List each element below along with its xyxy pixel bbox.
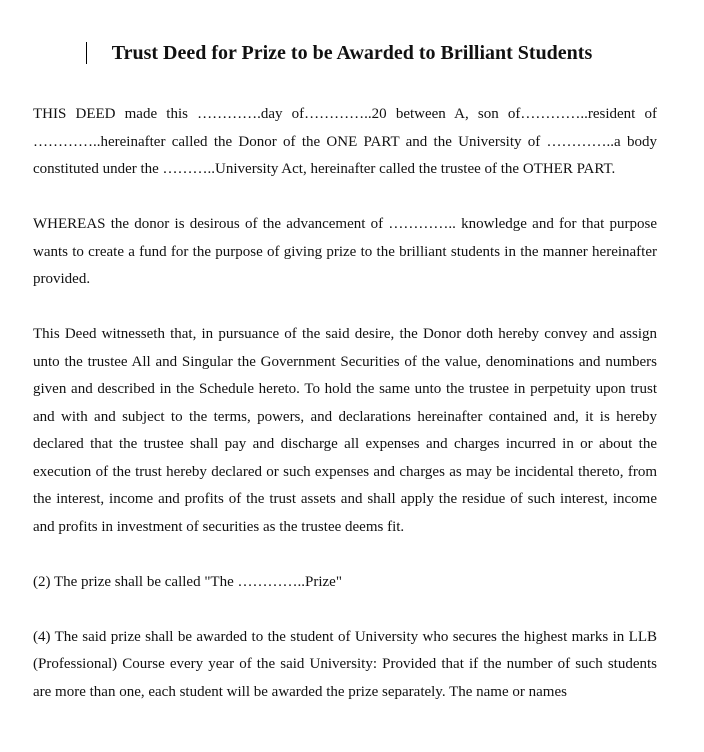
document-body bbox=[33, 101, 657, 734]
paragraph-award-condition: (4) The said prize shall be awarded to the student of University who secures the highest marks in LLB (Professional) Course every year of the said University: Provided that if the number of such students are more than one, each student will be awarded the prize separately. The name or names bbox=[33, 628, 657, 700]
text-cursor bbox=[86, 42, 87, 64]
paragraph-whereas: WHEREAS the donor is desirous of the advancement of ………….. knowledge and for that purpose wants to create a fund for the purpose of giving prize to the brilliant students in the manner hereinafter provided. bbox=[33, 216, 657, 287]
paragraph-witnesseth: This Deed witnesseth that, in pursuance of the said desire, the Donor doth hereby convey and assign unto the trustee All and Singular the Government Securities of the value, denominations and numbers given and described in the Schedule hereto. To hold the same unto the trustee in perpetuity upon trust and with and subject to the terms, powers, and declarations hereinafter contained and, it is hereby declared that the trustee shall pay and discharge all expenses and charges incurred in or about the execution of the trust hereby declared or such expenses and charges as may be incidental thereto, from the interest, income and profits of the trust assets and shall apply the residue of such interest, income and profits in investment of securities as the trustee deems fit. bbox=[33, 326, 657, 535]
paragraph-parties: THIS DEED made this ………….day of…………..20 between A, son of…………..resident of …………..hereinafter called the Donor of the ONE PART and the University of …………..a body constituted under the ………..University Act, hereinafter called the trustee of the OTHER PART. bbox=[33, 106, 657, 177]
document-title: Trust Deed for Prize to be Awarded to Brilliant Students bbox=[111, 42, 593, 64]
paragraph-prize-name: (2) The prize shall be called "The …………..Prize" bbox=[33, 573, 342, 590]
